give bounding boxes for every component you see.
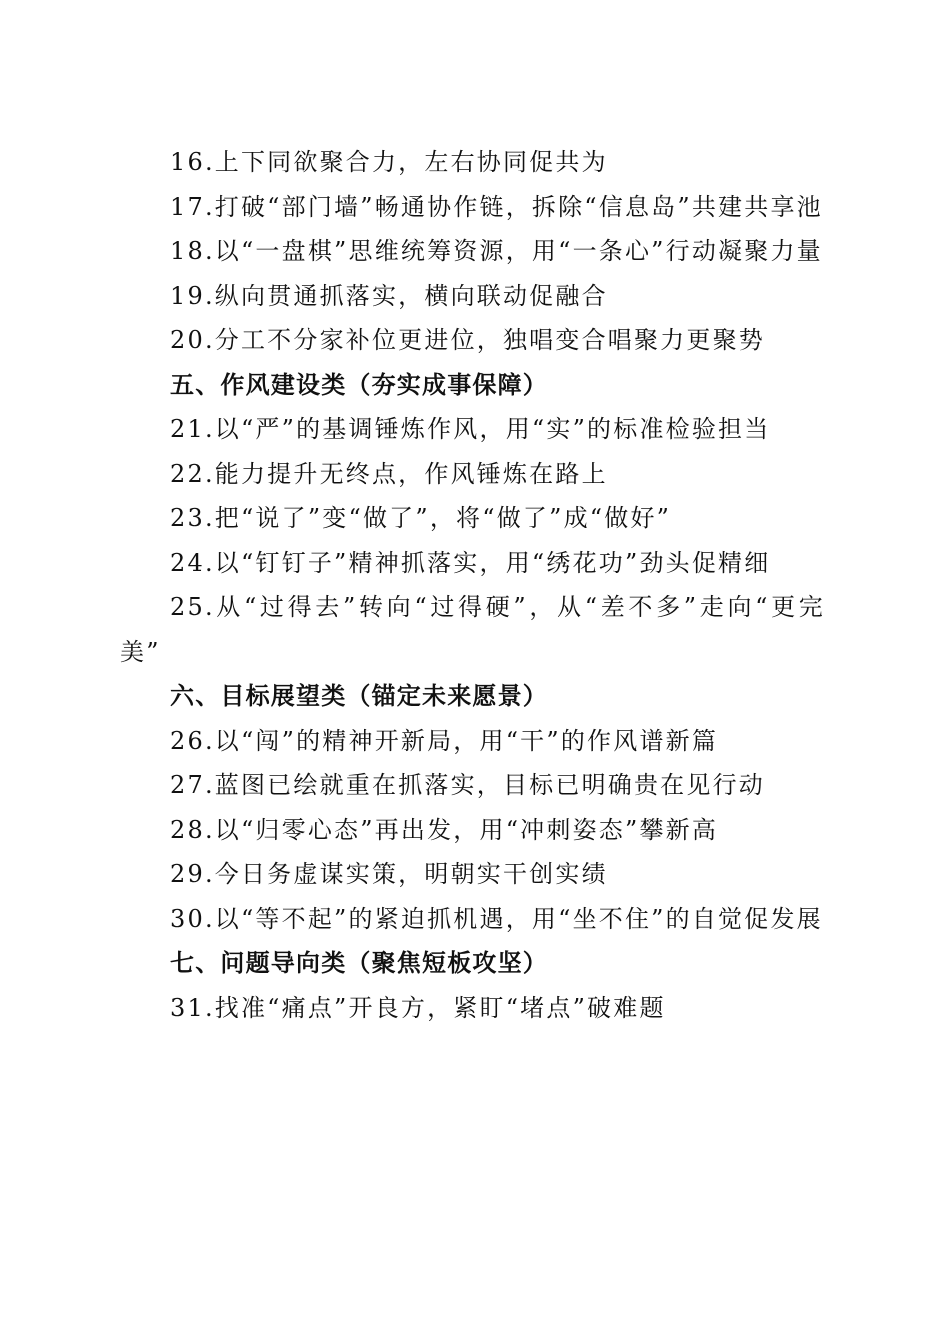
section-heading-5: 五、作风建设类（夯实成事保障）: [170, 370, 548, 399]
document-body: [120, 140, 825, 1030]
list-item-26: 26.以“闯”的精神开新局，用“干”的作风谱新篇: [170, 726, 719, 755]
list-item-29: 29.今日务虚谋实策，明朝实干创实绩: [170, 860, 608, 888]
section-heading-6: 六、目标展望类（锚定未来愿景）: [170, 682, 548, 710]
list-item-18: 18.以“一盘棋”思维统筹资源，用“一条心”行动凝聚力量: [170, 237, 823, 265]
list-item-27: 27.蓝图已绘就重在抓落实，目标已明确贵在见行动: [170, 771, 765, 799]
list-item-16: 16.上下同欲聚合力，左右协同促共为: [170, 148, 608, 176]
list-item-31: 31.找准“痛点”开良方，紧盯“堵点”破难题: [170, 993, 666, 1022]
list-item-25: 25.从“过得去”转向“过得硬”，从“差不多”走向“更完美”: [120, 593, 825, 666]
list-item-24: 24.以“钉钉子”精神抓落实，用“绣花功”劲头促精细: [170, 548, 771, 577]
list-item-23: 23.把“说了”变“做了”，将“做了”成“做好”: [170, 504, 672, 532]
list-item-22: 22.能力提升无终点，作风锤炼在路上: [170, 459, 608, 488]
list-item-21: 21.以“严”的基调锤炼作风，用“实”的标准检验担当: [170, 415, 771, 443]
section-heading-7: 七、问题导向类（聚焦短板攻坚）: [170, 949, 548, 977]
list-item-19: 19.纵向贯通抓落实，横向联动促融合: [170, 281, 608, 310]
list-item-28: 28.以“归零心态”再出发，用“冲刺姿态”攀新高: [170, 815, 719, 844]
list-item-17: 17.打破“部门墙”畅通协作链，拆除“信息岛”共建共享池: [170, 192, 823, 221]
list-item-20: 20.分工不分家补位更进位，独唱变合唱聚力更聚势: [170, 326, 765, 354]
list-item-30: 30.以“等不起”的紧迫抓机遇，用“坐不住”的自觉促发展: [170, 904, 823, 933]
